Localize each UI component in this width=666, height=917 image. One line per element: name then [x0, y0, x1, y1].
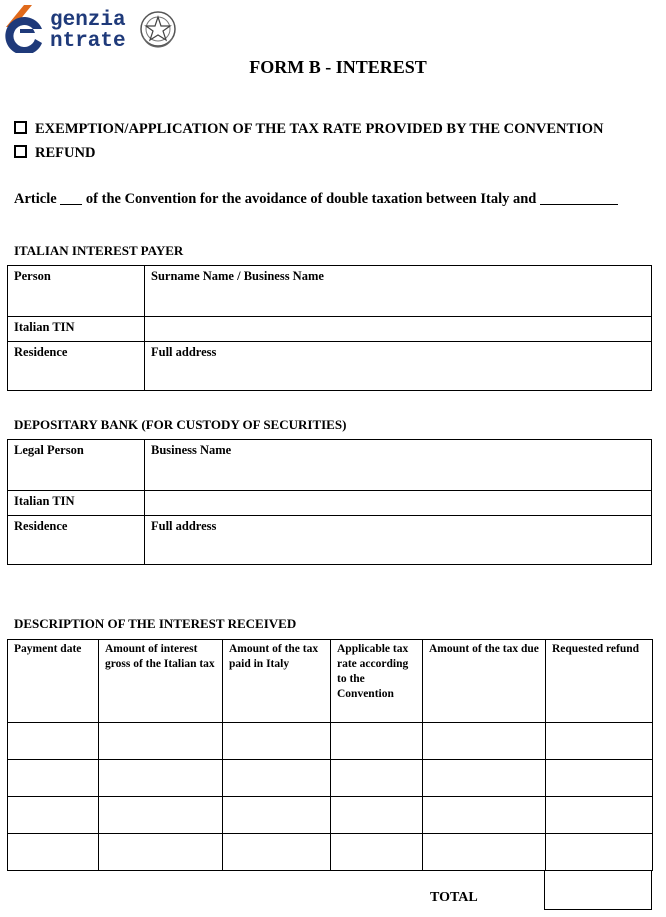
- table-cell[interactable]: [223, 797, 331, 834]
- table-cell[interactable]: [99, 723, 223, 760]
- option-refund-label: REFUND: [35, 145, 96, 161]
- table-row: [8, 723, 653, 760]
- table-row: [8, 834, 653, 871]
- payer-person-label: Person: [8, 266, 145, 317]
- table-row: [8, 266, 652, 317]
- table-cell[interactable]: [546, 834, 653, 871]
- bank-section-title: DEPOSITARY BANK (FOR CUSTODY OF SECURITIES): [14, 417, 347, 432]
- table-cell[interactable]: [223, 760, 331, 797]
- article-number-blank[interactable]: [60, 190, 82, 205]
- country-blank[interactable]: [540, 190, 618, 205]
- article-text: of the Convention for the avoidance of double taxation between Italy and: [85, 191, 537, 207]
- logo-text-entrate: ntrate: [50, 30, 126, 53]
- article-prefix: Article: [14, 191, 57, 207]
- table-cell[interactable]: [331, 723, 423, 760]
- col-header-tax-due: Amount of the tax due: [423, 640, 546, 723]
- col-header-tax-rate: Applicable tax rate according to the Convention: [331, 640, 423, 723]
- total-field[interactable]: [544, 871, 652, 910]
- table-row: [8, 760, 653, 797]
- option-refund[interactable]: [14, 145, 95, 162]
- col-header-refund: Requested refund: [546, 640, 653, 723]
- form-title: FORM B - INTEREST: [249, 57, 427, 77]
- logo-text-agenzia: genzia: [50, 9, 126, 32]
- interest-table: [7, 639, 653, 871]
- col-header-gross-amount: Amount of interest gross of the Italian tax: [99, 640, 223, 723]
- interest-header-row: [8, 640, 653, 723]
- table-cell[interactable]: [99, 797, 223, 834]
- col-header-payment-date: Payment date: [8, 640, 99, 723]
- logo-a-mark-icon: [2, 3, 52, 53]
- bank-legal-person-label: Legal Person: [8, 440, 145, 491]
- total-label: TOTAL: [430, 890, 478, 905]
- col-header-tax-paid: Amount of the tax paid in Italy: [223, 640, 331, 723]
- checkbox-refund[interactable]: [14, 145, 27, 158]
- option-exemption[interactable]: [14, 121, 604, 138]
- table-cell[interactable]: [8, 760, 99, 797]
- checkbox-exemption[interactable]: [14, 121, 27, 134]
- table-cell[interactable]: [423, 723, 546, 760]
- article-line: [14, 190, 618, 208]
- payer-residence-field[interactable]: Full address: [145, 342, 652, 391]
- bank-tin-label: Italian TIN: [8, 491, 145, 516]
- table-cell[interactable]: [546, 797, 653, 834]
- payer-person-field[interactable]: Surname Name / Business Name: [145, 266, 652, 317]
- interest-section-title: DESCRIPTION OF THE INTEREST RECEIVED: [14, 616, 297, 631]
- bank-business-name-field[interactable]: Business Name: [145, 440, 652, 491]
- table-cell[interactable]: [546, 760, 653, 797]
- table-cell[interactable]: [8, 797, 99, 834]
- payer-table: [7, 265, 652, 391]
- table-row: [8, 317, 652, 342]
- bank-residence-label: Residence: [8, 516, 145, 565]
- table-row: [8, 797, 653, 834]
- payer-residence-label: Residence: [8, 342, 145, 391]
- payer-tin-field[interactable]: [145, 317, 652, 342]
- table-row: [8, 516, 652, 565]
- table-cell[interactable]: [8, 834, 99, 871]
- table-cell[interactable]: [331, 760, 423, 797]
- table-row: [8, 342, 652, 391]
- table-cell[interactable]: [99, 760, 223, 797]
- table-cell[interactable]: [423, 834, 546, 871]
- bank-table: [7, 439, 652, 565]
- table-cell[interactable]: [223, 834, 331, 871]
- table-row: [8, 440, 652, 491]
- table-cell[interactable]: [331, 797, 423, 834]
- republic-emblem-icon: [138, 7, 178, 51]
- table-cell[interactable]: [331, 834, 423, 871]
- payer-tin-label: Italian TIN: [8, 317, 145, 342]
- table-cell[interactable]: [423, 760, 546, 797]
- table-cell[interactable]: [546, 723, 653, 760]
- table-row: [8, 491, 652, 516]
- bank-tin-field[interactable]: [145, 491, 652, 516]
- option-exemption-label: EXEMPTION/APPLICATION OF THE TAX RATE PROVIDED BY THE CONVENTION: [35, 121, 604, 137]
- payer-section-title: ITALIAN INTEREST PAYER: [14, 243, 184, 258]
- table-cell[interactable]: [99, 834, 223, 871]
- table-cell[interactable]: [8, 723, 99, 760]
- bank-residence-field[interactable]: Full address: [145, 516, 652, 565]
- table-cell[interactable]: [223, 723, 331, 760]
- agenzia-entrate-logo: [2, 3, 182, 53]
- table-cell[interactable]: [423, 797, 546, 834]
